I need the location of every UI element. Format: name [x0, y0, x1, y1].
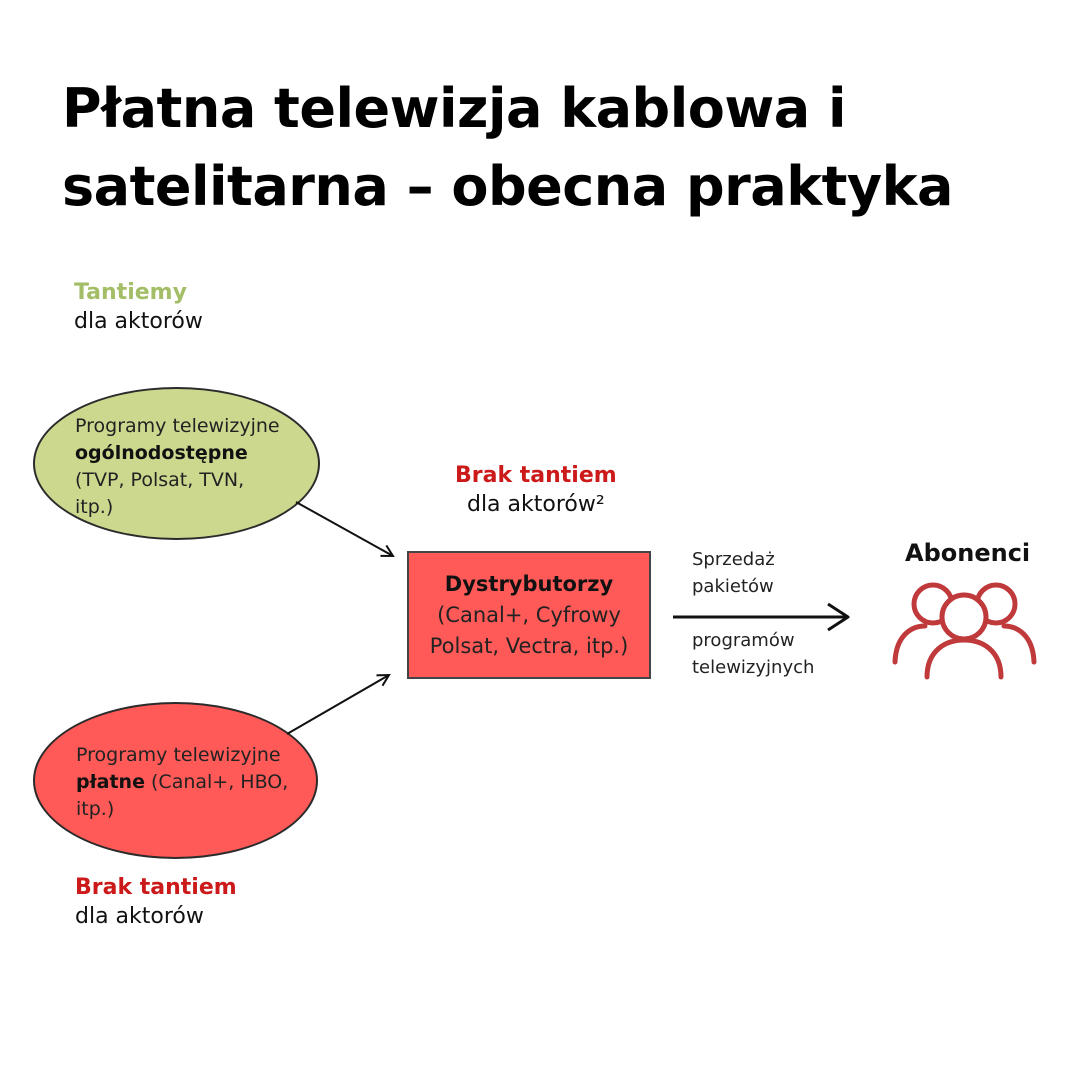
public-programs-line1: Programy telewizyjne [75, 415, 280, 437]
public-programs-line3: (TVP, Polsat, TVN, [75, 469, 245, 491]
title-line-2: satelitarna – obecna praktyka [62, 155, 953, 218]
bottom-no-royalties-highlight: Brak tantiem [75, 875, 237, 900]
middle-no-royalties-highlight: Brak tantiem [455, 463, 617, 488]
flow-label-line4: telewizyjnych [692, 657, 815, 678]
flow-label-line2: pakietów [692, 576, 774, 597]
users-group-icon [895, 585, 1034, 677]
arrow-public-to-distributors [296, 502, 393, 556]
paid-programs-bold: płatne [76, 771, 145, 793]
public-programs-line4: itp.) [75, 496, 114, 518]
public-programs-bold: ogólnodostępne [75, 442, 248, 464]
paid-programs-line3: itp.) [76, 798, 115, 820]
subscribers-title: Abonenci [905, 539, 1031, 567]
middle-no-royalties-sub: dla aktorów² [466, 492, 605, 517]
distributors-line3: Polsat, Vectra, itp.) [429, 634, 629, 658]
arrow-distributors-to-subscribers [673, 604, 848, 630]
paid-programs-rest: (Canal+, HBO, [144, 771, 289, 793]
title-line-1: Płatna telewizja kablowa i [62, 77, 846, 140]
royalties-sub: dla aktorów [74, 309, 203, 334]
arrow-paid-to-distributors [287, 675, 389, 734]
distributors-title: Dystrybutorzy [444, 572, 614, 596]
flow-label-line3: programów [692, 630, 795, 651]
paid-programs-line1: Programy telewizyjne [76, 744, 281, 766]
flow-label-line1: Sprzedaż [692, 549, 775, 570]
royalties-highlight: Tantiemy [74, 280, 187, 305]
bottom-no-royalties-sub: dla aktorów [75, 904, 204, 929]
distributors-line2: (Canal+, Cyfrowy [437, 603, 621, 627]
